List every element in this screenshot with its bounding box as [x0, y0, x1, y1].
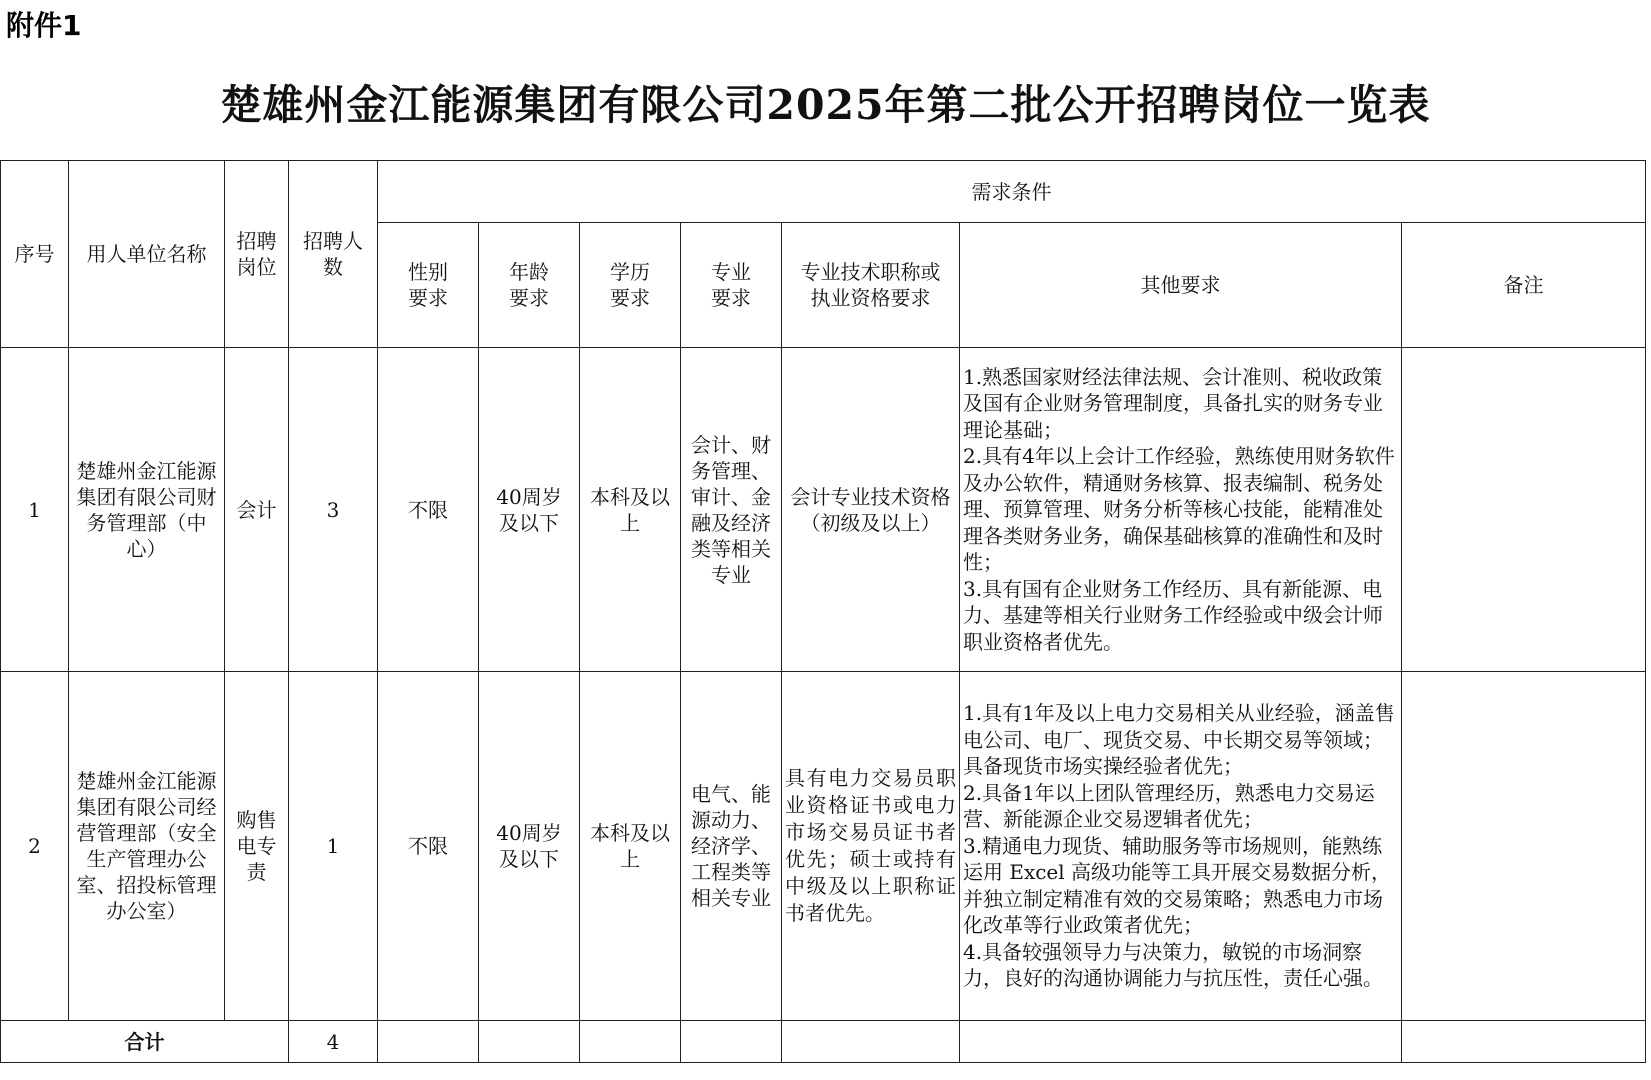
- header-certificate: 专业技术职称或执业资格要求: [782, 223, 960, 348]
- header-requirements-group: 需求条件: [378, 161, 1646, 223]
- row-gender: 不限: [378, 348, 479, 672]
- recruitment-table: [0, 160, 1646, 1063]
- row-major: 会计、财务管理、审计、金融及经济类等相关专业: [681, 348, 782, 672]
- requirement-item: 3.具有国有企业财务工作经历、具有新能源、电力、基建等相关行业财务工作经验或中级会计师职业资格者优先。: [963, 576, 1383, 654]
- requirement-item: 3.精通电力现货、辅助服务等市场规则，能熟练运用 Excel 高级功能等工具开展交易数据分析，并独立制定精准有效的交易策略；熟悉电力市场化改革等行业政策者优先；: [963, 833, 1392, 938]
- annex-label: 附件1: [6, 9, 82, 42]
- table-row: [1, 348, 1646, 672]
- row-certificate: 会计专业技术资格（初级及以上）: [782, 348, 960, 672]
- row-count: 3: [289, 348, 378, 672]
- header-gender: 性别要求: [378, 223, 479, 348]
- header-remarks: 备注: [1402, 223, 1646, 348]
- row-other-requirements: [960, 672, 1402, 1021]
- total-label: 合计: [1, 1021, 289, 1063]
- row-position: 购售电专责: [225, 672, 289, 1021]
- requirement-item: 1.具有1年及以上电力交易相关从业经验，涵盖售电公司、电厂、现货交易、中长期交易等领域；具备现货市场实操经验者优先；: [963, 701, 1395, 779]
- total-row: [1, 1021, 1646, 1063]
- total-empty-cell: [580, 1021, 681, 1063]
- document-title: 楚雄州金江能源集团有限公司2025年第二批公开招聘岗位一览表: [220, 81, 1431, 129]
- header-education: 学历要求: [580, 223, 681, 348]
- total-empty-cell: [378, 1021, 479, 1063]
- row-index: 2: [1, 672, 69, 1021]
- total-empty-cell: [681, 1021, 782, 1063]
- row-education: 本科及以上: [580, 672, 681, 1021]
- row-index: 1: [1, 348, 69, 672]
- requirement-item: 1.熟悉国家财经法律法规、会计准则、税收政策及国有企业财务管理制度，具备扎实的财务专业理论基础；: [963, 364, 1383, 442]
- requirement-item: 2.具有4年以上会计工作经验，熟练使用财务软件及办公软件，精通财务核算、报表编制、税务处理、预算管理、财务分析等核心技能，能精准处理各类财务业务，确保基础核算的准确性和及时性；: [963, 444, 1395, 575]
- total-empty-cell: [1402, 1021, 1646, 1063]
- row-remarks: [1402, 348, 1646, 672]
- row-remarks: [1402, 672, 1646, 1021]
- header-position: 招聘岗位: [225, 161, 289, 348]
- header-count: 招聘人数: [289, 161, 378, 348]
- total-empty-cell: [782, 1021, 960, 1063]
- row-other-requirements: [960, 348, 1402, 672]
- row-education: 本科及以上: [580, 348, 681, 672]
- row-count: 1: [289, 672, 378, 1021]
- row-unit: 楚雄州金江能源集团有限公司经营管理部（安全生产管理办公室、招投标管理办公室）: [69, 672, 225, 1021]
- header-row-group: [1, 161, 1646, 223]
- total-empty-cell: [960, 1021, 1402, 1063]
- row-gender: 不限: [378, 672, 479, 1021]
- requirement-item: 2.具备1年以上团队管理经历，熟悉电力交易运营、新能源企业交易逻辑者优先；: [963, 780, 1375, 832]
- total-value: 4: [289, 1021, 378, 1063]
- total-empty-cell: [479, 1021, 580, 1063]
- header-major: 专业要求: [681, 223, 782, 348]
- requirement-item: 4.具备较强领导力与决策力，敏锐的市场洞察力，良好的沟通协调能力与抗压性，责任心强。: [963, 939, 1383, 991]
- row-major: 电气、能源动力、经济学、工程类等相关专业: [681, 672, 782, 1021]
- row-certificate: 具有电力交易员职业资格证书或电力市场交易员证书者优先；硕士或持有中级及以上职称证书者优先。: [782, 672, 960, 1021]
- row-unit: 楚雄州金江能源集团有限公司财务管理部（中心）: [69, 348, 225, 672]
- header-index: 序号: [1, 161, 69, 348]
- row-position: 会计: [225, 348, 289, 672]
- header-age: 年龄要求: [479, 223, 580, 348]
- table-row: [1, 672, 1646, 1021]
- row-age: 40周岁及以下: [479, 348, 580, 672]
- row-age: 40周岁及以下: [479, 672, 580, 1021]
- header-unit: 用人单位名称: [69, 161, 225, 348]
- header-other: 其他要求: [960, 223, 1402, 348]
